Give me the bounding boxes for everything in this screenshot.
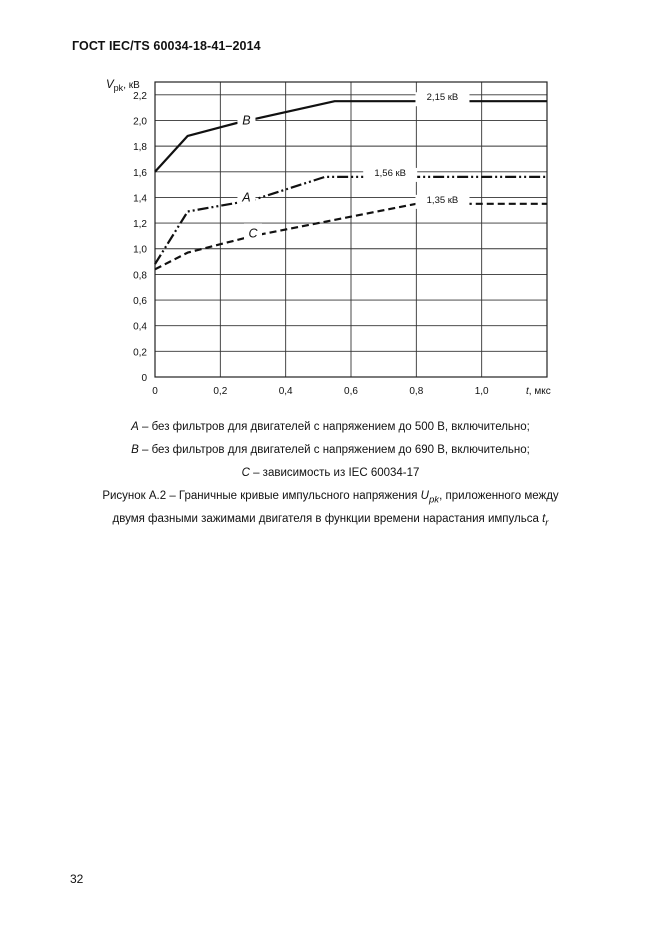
x-axis-label: t, мкс [526,386,551,397]
y-tick-label: 1,2 [133,219,147,231]
y-tick-label: 1,8 [133,142,147,154]
chart-labels [106,79,551,397]
voltage-rise-time-chart [0,0,661,410]
figure-caption-line1 [0,490,661,505]
document-header: ГОСТ IEC/TS 60034-18-41–2014 [72,39,261,53]
caption-line1-pre: Рисунок А.2 – Граничные кривые импульсного напряжения [102,490,421,502]
y-axis-label: $V_{pk}$, кВ [106,79,140,93]
y-tick-label: 1,6 [133,167,147,179]
y-tick-label: 1,4 [133,193,147,205]
series-c-label: C [248,226,258,241]
figure-caption-line2 [0,513,661,528]
x-tick-label: 1,0 [474,386,489,397]
caption-u-symbol: U [420,490,429,502]
y-tick-label: 0,8 [133,270,147,282]
legend-c-letter: C [241,467,250,479]
y-tick-label: 0 [141,373,147,384]
annotation-c: 1,35 кВ [426,194,459,206]
y-tick-label: 0,4 [133,321,147,333]
legend-c [0,467,661,479]
legend-c-text: – зависимость из IEC 60034-17 [249,467,420,479]
legend-b [0,444,661,456]
y-tick-label: 2,0 [133,116,147,128]
y-tick-label: 1,0 [133,244,147,256]
caption-u-subscript: pk [428,494,440,506]
annotation-b: 2,15 кВ [426,92,459,104]
caption-line2-pre: двумя фазными зажимами двигателя в функции времени нарастания импульса [112,513,543,525]
caption-line1-post: , приложенного между [439,490,559,502]
x-tick-label: 0,4 [278,386,293,397]
legend-b-text: – без фильтров для двигателей с напряжением до 690 В, включительно; [138,444,530,456]
legend-a-text: – без фильтров для двигателей с напряжением до 500 В, включительно; [138,421,530,433]
series-b-label: B [242,113,251,128]
page-number: 32 [70,872,84,886]
x-tick-label: 0,6 [344,386,358,397]
y-tick-label: 0,2 [133,347,147,359]
x-tick-label: 0,2 [213,386,228,397]
legend-b-letter: B [131,444,139,456]
annotation-a: 1,56 кВ [374,167,407,179]
caption-t-subscript: r [545,517,549,529]
legend-a-letter: A [131,421,139,433]
caption-t-symbol: t [542,513,546,525]
y-tick-label: 0,6 [133,296,147,308]
x-tick-label: 0,8 [409,386,424,397]
series-a-label: A [242,190,251,205]
legend-a [0,421,661,433]
y-tick-label: 2,2 [133,90,147,102]
x-tick-label: 0 [152,386,158,397]
chart-grid [155,82,547,377]
